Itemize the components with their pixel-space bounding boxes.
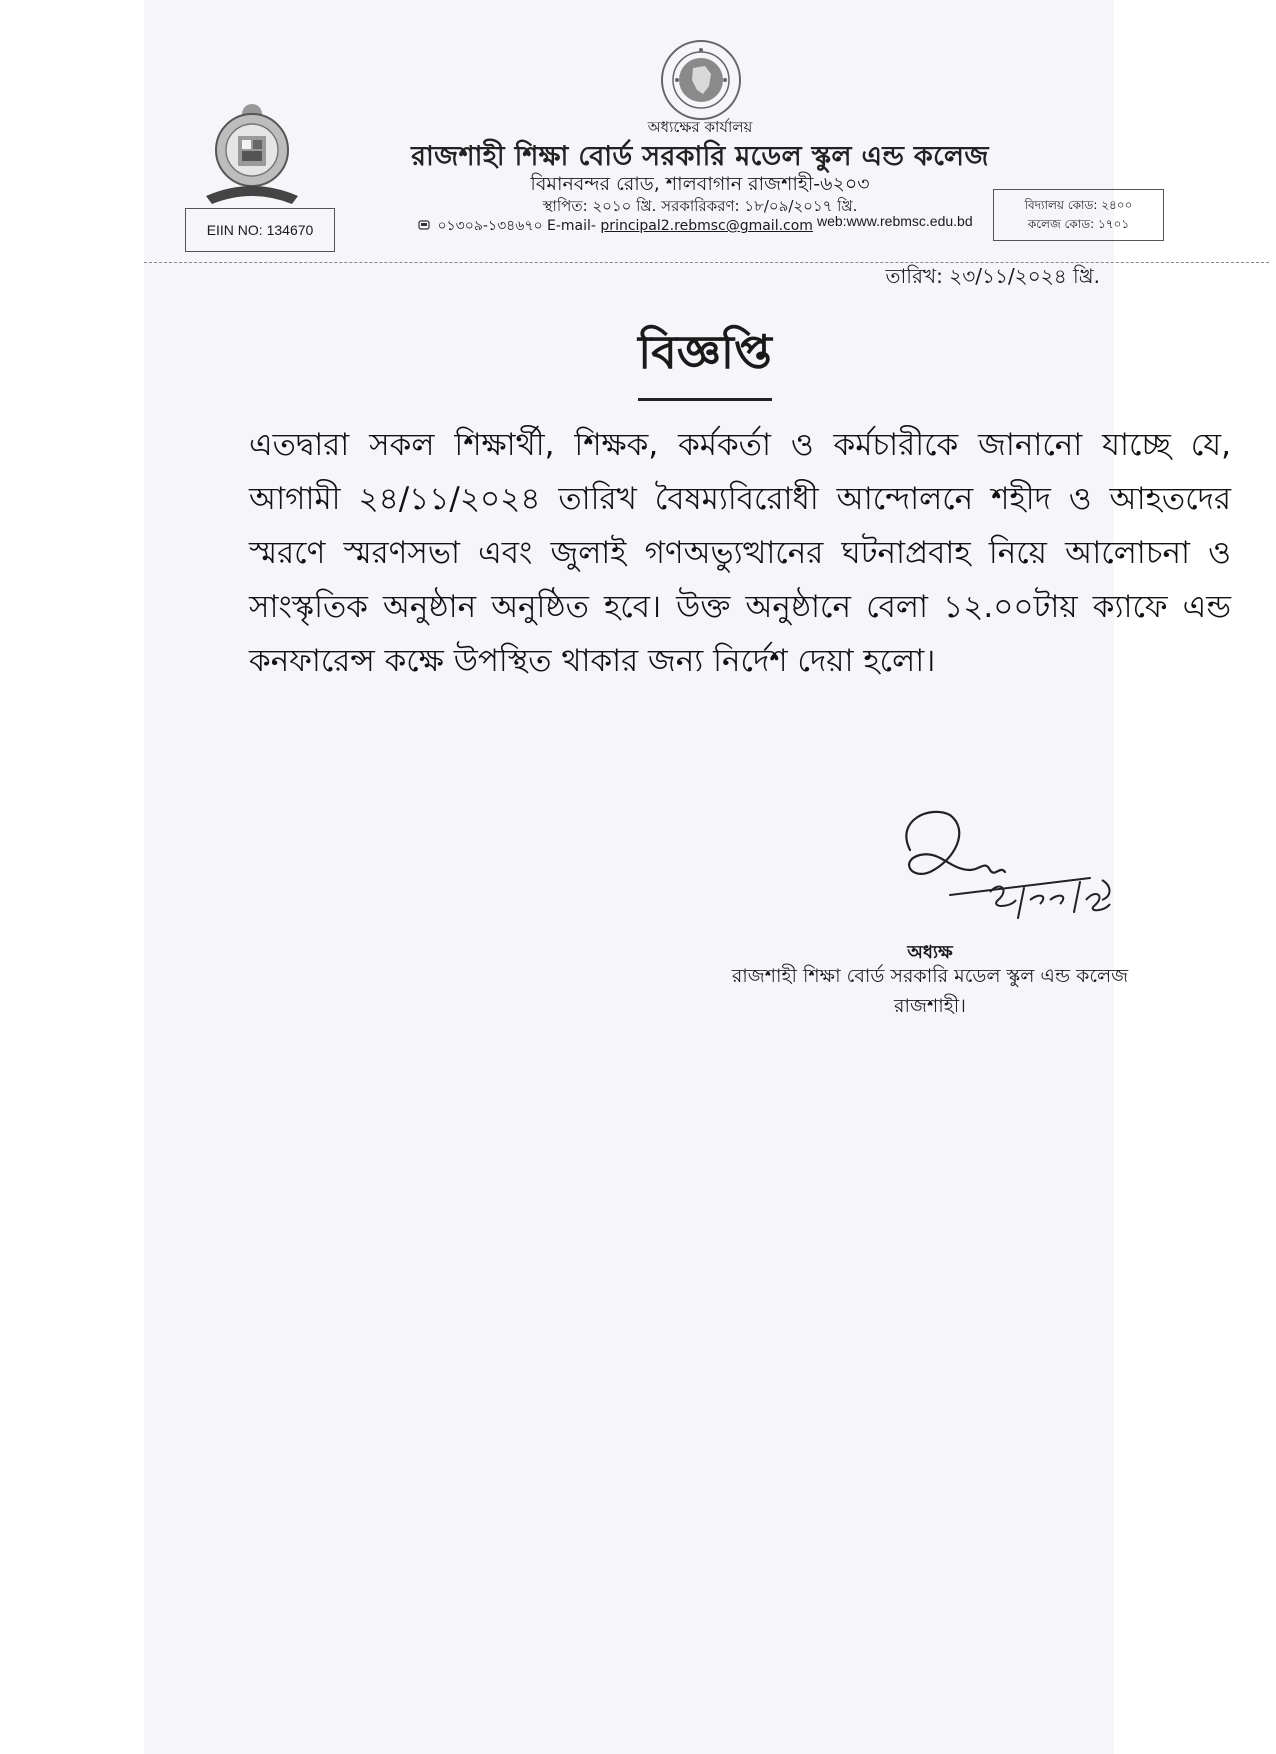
- institution-code-box: [993, 189, 1164, 241]
- eiin-box: [185, 208, 335, 252]
- college-code: কলেজ কোড: ১৭০১: [1027, 217, 1130, 231]
- header-divider: [144, 262, 1269, 263]
- office-name: অধ্যক্ষের কার্যালয়: [647, 118, 753, 136]
- signatory-school: রাজশাহী শিক্ষা বোর্ড সরকারি মডেল স্কুল এন্ড কলেজ: [731, 965, 1129, 987]
- eiin-number: EIIN NO: 134670: [206, 222, 314, 238]
- school-address: বিমানবন্দর রোড, শালবাগান রাজশাহী-৬২০৩: [530, 173, 870, 195]
- phone-icon: [418, 219, 430, 231]
- established-info: স্থাপিত: ২০১০ খ্রি. সরকারিকরণ: ১৮/০৯/২০১৭ খ্রি.: [542, 197, 858, 215]
- school-name-heading: রাজশাহী শিক্ষা বোর্ড সরকারি মডেল স্কুল এন্ড কলেজ: [411, 141, 989, 172]
- notice-title-text: বিজ্ঞপ্তি: [638, 318, 772, 401]
- contact-line: [418, 214, 838, 238]
- notice-title: [520, 318, 890, 401]
- handwritten-signature: [890, 800, 1150, 960]
- email-label: E-mail-: [547, 218, 596, 234]
- school-code: বিদ্যালয় কোড: ২৪০০: [1024, 198, 1133, 212]
- email-link[interactable]: principal2.rebmsc@gmail.com: [600, 218, 813, 234]
- school-crest-logo-icon: [196, 96, 308, 208]
- notice-body: এতদ্বারা সকল শিক্ষার্থী, শিক্ষক, কর্মকর্তা ও কর্মচারীকে জানানো যাচ্ছে যে, আগামী ২৪/১১/২০২৪ তারিখ বৈষম্যবিরোধী আন্দোলনে শহীদ ও আহতদের স্মরণে স্মরণসভা এবং জুলাই গণঅভ্যুত্থানের ঘটনাপ্রবাহ নিয়ে আলোচনা ও সাংস্কৃতিক অনুষ্ঠান অনুষ্ঠিত হবে। উক্ত অনুষ্ঠানে বেলা ১২.০০টায় ক্যাফে এন্ড কনফারেন্স কক্ষে উপস্থিত থাকার জন্য নির্দেশ দেয়া হলো।: [249, 427, 1231, 679]
- notice-date: তারিখ: ২৩/১১/২০২৪ খ্রি.: [885, 264, 1100, 288]
- signatory-designation: অধ্যক্ষ: [907, 942, 953, 963]
- phone-number: ০১৩০৯-১৩৪৬৭০: [437, 218, 543, 234]
- signatory-city: রাজশাহী।: [894, 995, 966, 1017]
- government-seal-icon: [659, 38, 743, 122]
- website-link[interactable]: web:www.rebmsc.edu.bd: [817, 213, 973, 229]
